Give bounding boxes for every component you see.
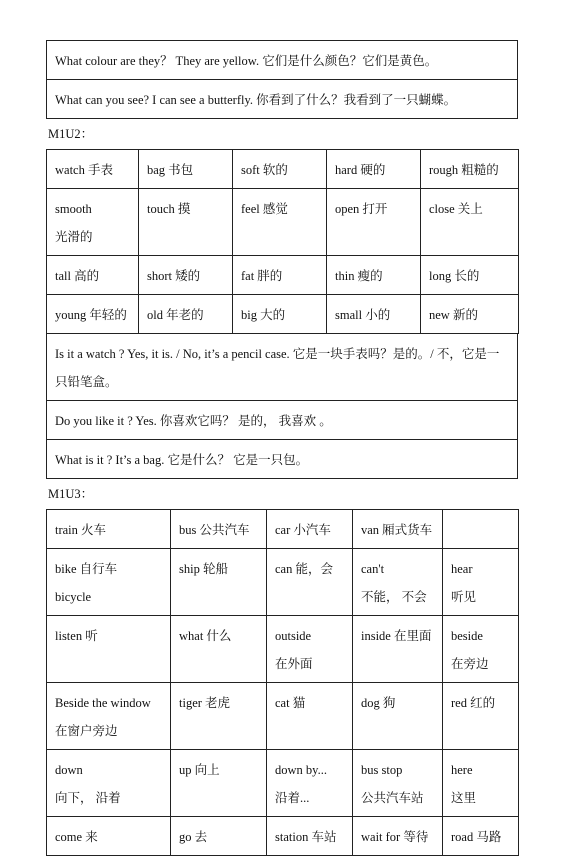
vocab-cell (421, 295, 519, 334)
vocab-cell (267, 616, 353, 683)
vocab-text: 公共汽车站 (361, 791, 424, 805)
table-row (47, 817, 519, 856)
vocab-cell (47, 750, 171, 817)
table-row (47, 750, 519, 817)
m1u2-vocabulary-table (46, 149, 519, 334)
vocab-text: wait for 等待 (361, 830, 429, 844)
vocab-text: 在旁边 (451, 657, 489, 671)
vocab-cell (139, 256, 233, 295)
vocab-text: long 长的 (429, 269, 480, 283)
vocab-text: 不能， 不会 (361, 590, 427, 604)
table-row (47, 401, 518, 440)
vocab-cell (47, 817, 171, 856)
vocab-text: thin 瘦的 (335, 269, 383, 283)
vocab-text: feel 感觉 (241, 202, 288, 216)
vocab-cell (353, 510, 443, 549)
vocab-cell (327, 189, 421, 256)
vocab-text: ship 轮船 (179, 562, 228, 576)
m1u2-sentence-table (46, 333, 518, 479)
vocab-cell (139, 150, 233, 189)
vocab-text: new 新的 (429, 308, 478, 322)
vocab-text: here (451, 763, 473, 777)
vocab-text: van 厢式货车 (361, 523, 433, 537)
table-row (47, 80, 518, 119)
vocab-cell (233, 256, 327, 295)
vocab-text: road 马路 (451, 830, 502, 844)
m1u3-vocabulary-table (46, 509, 519, 856)
vocab-cell (267, 510, 353, 549)
vocab-text: short 矮的 (147, 269, 201, 283)
vocab-text: listen 听 (55, 629, 98, 643)
table-row (47, 295, 519, 334)
vocab-cell (267, 549, 353, 616)
vocab-cell (47, 295, 139, 334)
vocab-cell (171, 750, 267, 817)
vocab-text: fat 胖的 (241, 269, 283, 283)
vocab-text: inside 在里面 (361, 629, 432, 643)
table-row (47, 549, 519, 616)
vocab-cell (47, 150, 139, 189)
vocab-text: touch 摸 (147, 202, 191, 216)
vocab-cell (327, 256, 421, 295)
vocab-text: train 火车 (55, 523, 107, 537)
vocab-cell (171, 683, 267, 750)
vocab-cell (443, 549, 519, 616)
vocab-text: bag 书包 (147, 163, 194, 177)
vocab-text: hard 硬的 (335, 163, 386, 177)
vocab-cell (267, 750, 353, 817)
vocab-text: watch 手表 (55, 163, 113, 177)
vocab-text: tiger 老虎 (179, 696, 231, 710)
vocab-cell (443, 510, 519, 549)
vocab-text: close 关上 (429, 202, 483, 216)
vocab-cell (421, 150, 519, 189)
vocab-text: 沿着... (275, 791, 310, 805)
table-row (47, 440, 518, 479)
table-row (47, 510, 519, 549)
vocab-text: soft 软的 (241, 163, 288, 177)
vocab-text: 在外面 (275, 657, 313, 671)
vocab-cell (421, 189, 519, 256)
vocab-cell (353, 683, 443, 750)
vocab-text: cat 猫 (275, 696, 306, 710)
vocab-text: 向下， 沿着 (55, 791, 121, 805)
vocab-text: up 向上 (179, 763, 220, 777)
vocab-text: what 什么 (179, 629, 232, 643)
vocab-cell (47, 256, 139, 295)
vocab-text: down (55, 763, 83, 777)
vocab-text: bike 自行车 (55, 562, 118, 576)
vocab-text: car 小汽车 (275, 523, 331, 537)
vocab-cell (267, 683, 353, 750)
vocab-cell (327, 295, 421, 334)
vocab-text: rough 粗糙的 (429, 163, 499, 177)
table-row (47, 189, 519, 256)
vocab-cell (47, 189, 139, 256)
sentence-cell: Is it a watch ? Yes, it is. / No, it’s a pencil case. 它是一块手表吗？是的。/ 不，它是一只铅笔盒。 (47, 334, 518, 401)
vocab-cell (353, 750, 443, 817)
document-page (46, 40, 518, 856)
vocab-text: smooth (55, 202, 92, 216)
vocab-cell (233, 150, 327, 189)
vocab-cell (353, 616, 443, 683)
vocab-cell (353, 817, 443, 856)
vocab-text: big 大的 (241, 308, 286, 322)
top-sentence-table (46, 40, 518, 119)
sentence-cell: Do you like it ? Yes. 你喜欢它吗？ 是的， 我喜欢 。 (47, 401, 518, 440)
section-heading-m1u2: M1U2： (48, 127, 94, 141)
vocab-cell (443, 750, 519, 817)
table-row (47, 616, 519, 683)
table-row (47, 41, 518, 80)
vocab-text: small 小的 (335, 308, 391, 322)
vocab-text: outside (275, 629, 312, 643)
vocab-cell (47, 616, 171, 683)
table-row (47, 256, 519, 295)
vocab-text: go 去 (179, 830, 208, 844)
vocab-text: 听见 (451, 590, 477, 604)
vocab-cell (171, 549, 267, 616)
vocab-text: 光滑的 (55, 230, 93, 244)
vocab-text: station 车站 (275, 830, 337, 844)
section-heading-m1u3: M1U3： (48, 487, 94, 501)
vocab-text: bus stop (361, 763, 403, 777)
vocab-cell (171, 616, 267, 683)
vocab-cell (327, 150, 421, 189)
vocab-text: can 能，会 (275, 562, 333, 576)
vocab-cell (421, 256, 519, 295)
table-row (47, 334, 518, 401)
vocab-text: beside (451, 629, 483, 643)
vocab-cell (233, 189, 327, 256)
vocab-cell (171, 510, 267, 549)
table-row (47, 150, 519, 189)
vocab-text: bus 公共汽车 (179, 523, 250, 537)
vocab-text: can't (361, 562, 385, 576)
sentence-cell: What is it ? It’s a bag. 它是什么？ 它是一只包。 (47, 440, 518, 479)
vocab-cell (443, 683, 519, 750)
vocab-text: 这里 (451, 791, 477, 805)
vocab-text: 在窗户旁边 (55, 724, 118, 738)
vocab-text: down by... (275, 763, 327, 777)
vocab-text: Beside the window (55, 696, 151, 710)
vocab-text: tall 高的 (55, 269, 100, 283)
vocab-cell (267, 817, 353, 856)
vocab-cell (443, 616, 519, 683)
vocab-cell (47, 683, 171, 750)
vocab-text: bicycle (55, 590, 92, 604)
vocab-text: old 年老的 (147, 308, 204, 322)
sentence-cell: What colour are they？ They are yellow. 它们是什么颜色？它们是黄色。 (47, 41, 518, 80)
vocab-cell (233, 295, 327, 334)
sentence-cell: What can you see? I can see a butterfly. 你看到了什么？我看到了一只蝴蝶。 (47, 80, 518, 119)
vocab-cell (171, 817, 267, 856)
vocab-cell (139, 189, 233, 256)
vocab-text: open 打开 (335, 202, 388, 216)
vocab-text: come 来 (55, 830, 98, 844)
vocab-cell (47, 510, 171, 549)
table-row (47, 683, 519, 750)
vocab-text: red 红的 (451, 696, 496, 710)
vocab-cell (139, 295, 233, 334)
vocab-cell (443, 817, 519, 856)
vocab-cell (47, 549, 171, 616)
vocab-text: dog 狗 (361, 696, 396, 710)
vocab-text: hear (451, 562, 473, 576)
vocab-text: young 年轻的 (55, 308, 127, 322)
vocab-cell (353, 549, 443, 616)
